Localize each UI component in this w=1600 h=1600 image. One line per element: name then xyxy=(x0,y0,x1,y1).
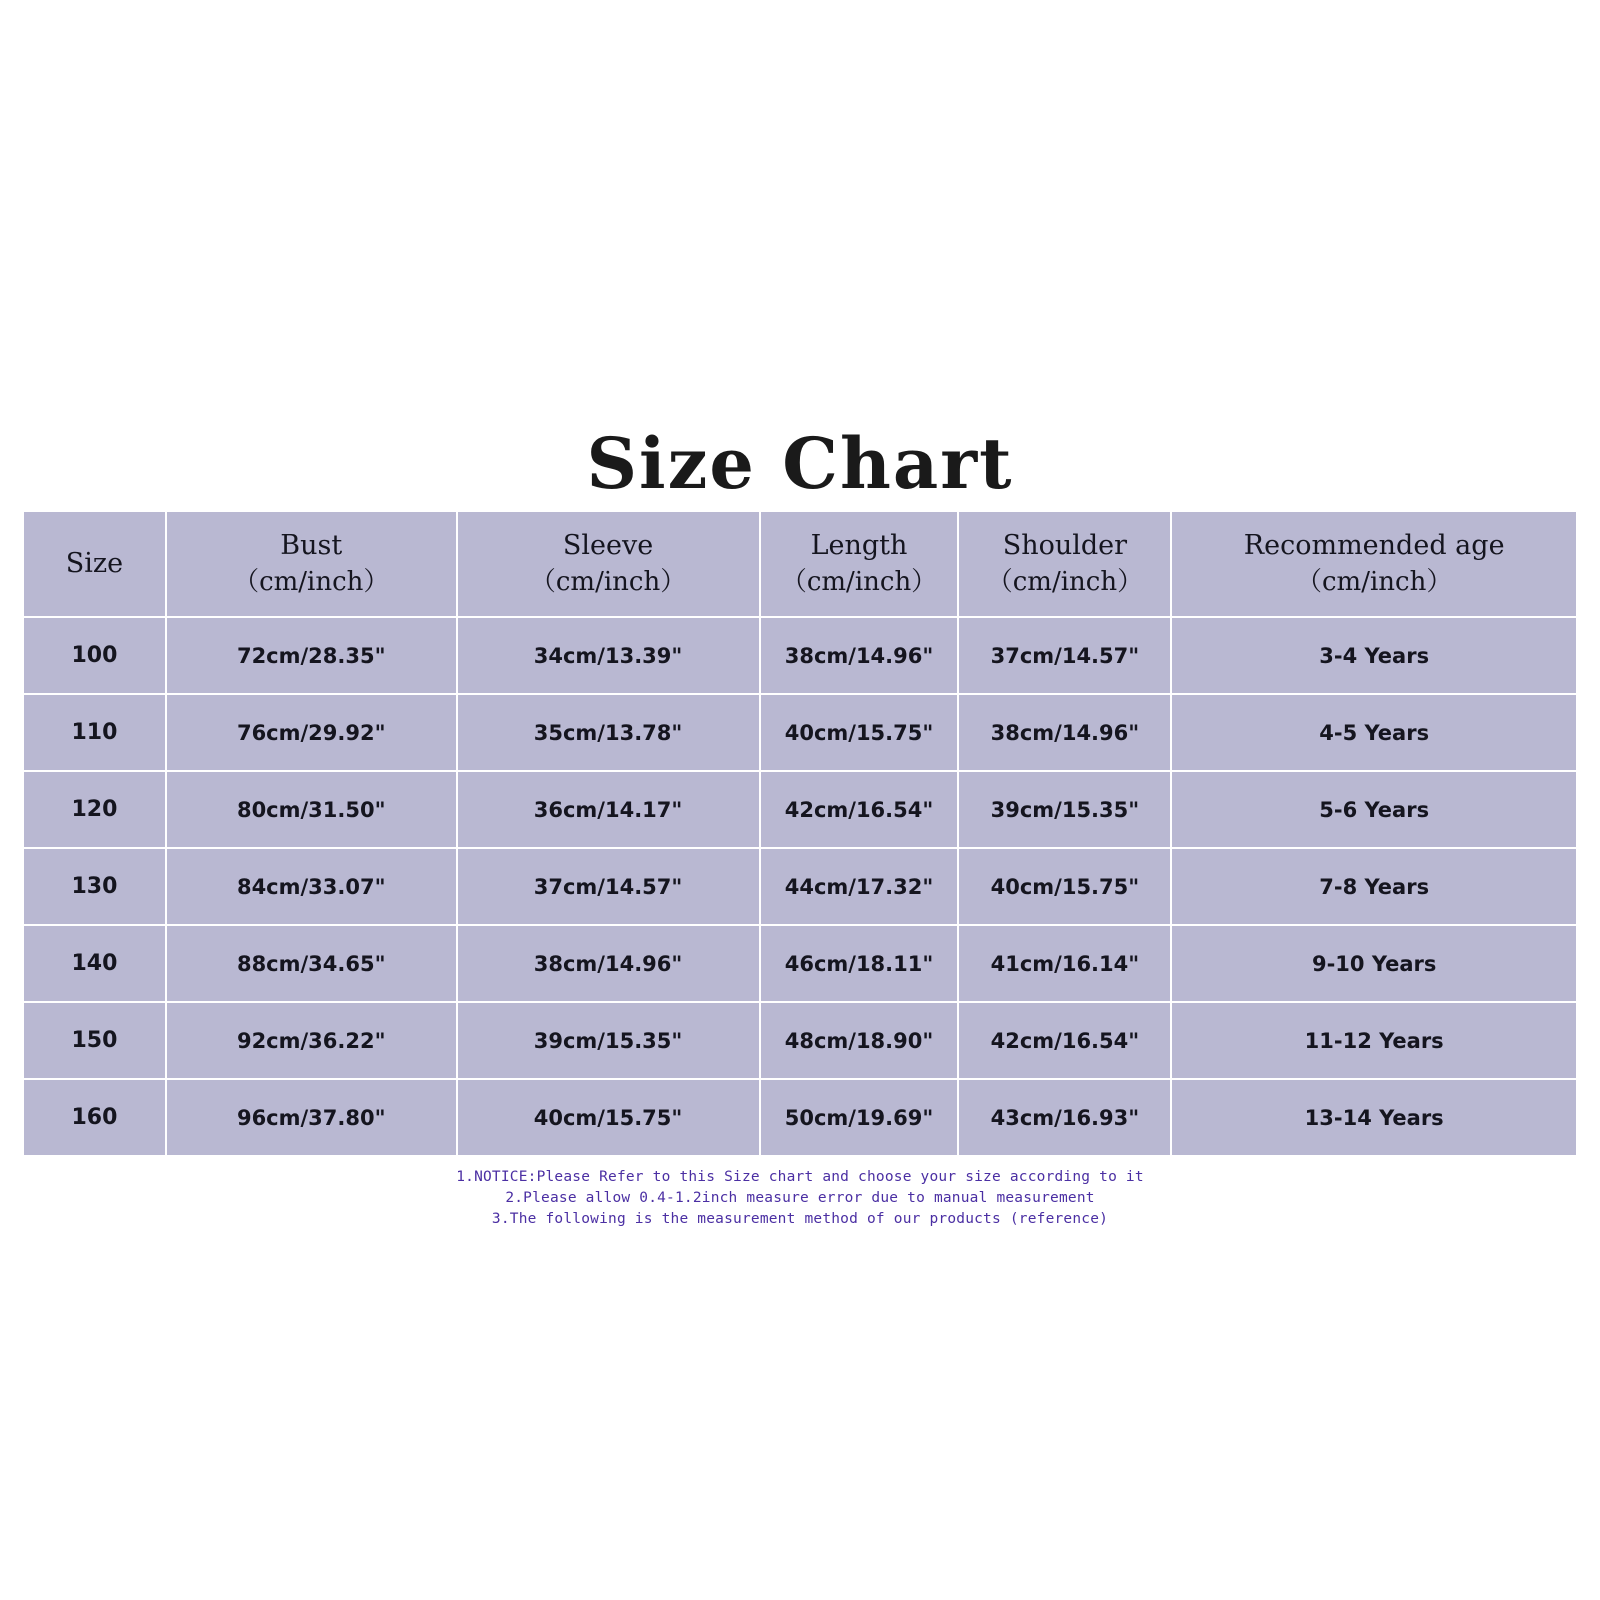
cell-length: 40cm/15.75" xyxy=(760,694,959,771)
cell-length: 50cm/19.69" xyxy=(760,1079,959,1156)
cell-length: 44cm/17.32" xyxy=(760,848,959,925)
table-row xyxy=(23,925,1577,1002)
column-header-bust xyxy=(166,511,457,617)
column-header-recommended-age xyxy=(1171,511,1577,617)
notice-line-3: 3.The following is the measurement method of our products (reference) xyxy=(491,1211,1109,1228)
table-header xyxy=(23,511,1577,617)
cell-sleeve: 37cm/14.57" xyxy=(457,848,760,925)
size-chart-card xyxy=(22,403,1578,1228)
notice-block xyxy=(22,1157,1578,1230)
cell-shoulder: 38cm/14.96" xyxy=(958,694,1171,771)
column-header-length xyxy=(760,511,959,617)
cell-recommended-age: 3-4 Years xyxy=(1171,617,1577,694)
cell-size: 140 xyxy=(23,925,166,1002)
notice-line-1: 1.NOTICE:Please Refer to this Size chart and choose your size according to it xyxy=(456,1169,1144,1185)
cell-length: 38cm/14.96" xyxy=(760,617,959,694)
column-header-shoulder xyxy=(958,511,1171,617)
column-header-recommended-age-label: Recommended age xyxy=(1243,530,1505,562)
cell-sleeve: 38cm/14.96" xyxy=(457,925,760,1002)
cell-bust: 92cm/36.22" xyxy=(166,1002,457,1079)
table-row xyxy=(23,1079,1577,1156)
column-header-sleeve-unit: （cm/inch） xyxy=(529,566,687,597)
cell-sleeve: 39cm/15.35" xyxy=(457,1002,760,1079)
cell-shoulder: 42cm/16.54" xyxy=(958,1002,1171,1079)
table-row xyxy=(23,848,1577,925)
cell-sleeve: 34cm/13.39" xyxy=(457,617,760,694)
column-header-size xyxy=(23,511,166,617)
cell-shoulder: 37cm/14.57" xyxy=(958,617,1171,694)
table-row xyxy=(23,617,1577,694)
cell-size: 150 xyxy=(23,1002,166,1079)
notice-line-2: 2.Please allow 0.4-1.2inch measure error due to manual measurement xyxy=(505,1190,1095,1207)
column-header-bust-unit: （cm/inch） xyxy=(233,566,390,597)
cell-sleeve: 40cm/15.75" xyxy=(457,1079,760,1156)
cell-bust: 76cm/29.92" xyxy=(166,694,457,771)
cell-recommended-age: 11-12 Years xyxy=(1171,1002,1577,1079)
cell-shoulder: 40cm/15.75" xyxy=(958,848,1171,925)
size-chart-table xyxy=(22,510,1578,1157)
cell-length: 48cm/18.90" xyxy=(760,1002,959,1079)
cell-recommended-age: 13-14 Years xyxy=(1171,1079,1577,1156)
cell-length: 42cm/16.54" xyxy=(760,771,959,848)
cell-shoulder: 43cm/16.93" xyxy=(958,1079,1171,1156)
table-row xyxy=(23,1002,1577,1079)
column-header-length-label: Length xyxy=(810,530,908,562)
column-header-size-label: Size xyxy=(65,547,124,579)
table-row xyxy=(23,694,1577,771)
cell-size: 120 xyxy=(23,771,166,848)
column-header-sleeve-label: Sleeve xyxy=(562,530,654,562)
cell-sleeve: 35cm/13.78" xyxy=(457,694,760,771)
cell-size: 160 xyxy=(23,1079,166,1156)
cell-bust: 88cm/34.65" xyxy=(166,925,457,1002)
cell-size: 100 xyxy=(23,617,166,694)
cell-size: 110 xyxy=(23,694,166,771)
header-row xyxy=(23,511,1577,617)
cell-bust: 84cm/33.07" xyxy=(166,848,457,925)
table-body xyxy=(23,617,1577,1156)
cell-recommended-age: 9-10 Years xyxy=(1171,925,1577,1002)
column-header-shoulder-unit: （cm/inch） xyxy=(986,566,1144,597)
cell-recommended-age: 4-5 Years xyxy=(1171,694,1577,771)
cell-recommended-age: 5-6 Years xyxy=(1171,771,1577,848)
table-row xyxy=(23,771,1577,848)
cell-bust: 96cm/37.80" xyxy=(166,1079,457,1156)
column-header-recommended-age-unit: （cm/inch） xyxy=(1296,566,1453,597)
cell-length: 46cm/18.11" xyxy=(760,925,959,1002)
column-header-shoulder-label: Shoulder xyxy=(1002,530,1128,562)
column-header-length-unit: （cm/inch） xyxy=(780,566,938,597)
cell-bust: 80cm/31.50" xyxy=(166,771,457,848)
page-title: Size Chart xyxy=(586,422,1014,505)
cell-sleeve: 36cm/14.17" xyxy=(457,771,760,848)
cell-recommended-age: 7-8 Years xyxy=(1171,848,1577,925)
column-header-bust-label: Bust xyxy=(280,530,343,562)
cell-bust: 72cm/28.35" xyxy=(166,617,457,694)
cell-shoulder: 39cm/15.35" xyxy=(958,771,1171,848)
cell-shoulder: 41cm/16.14" xyxy=(958,925,1171,1002)
column-header-sleeve xyxy=(457,511,760,617)
cell-size: 130 xyxy=(23,848,166,925)
